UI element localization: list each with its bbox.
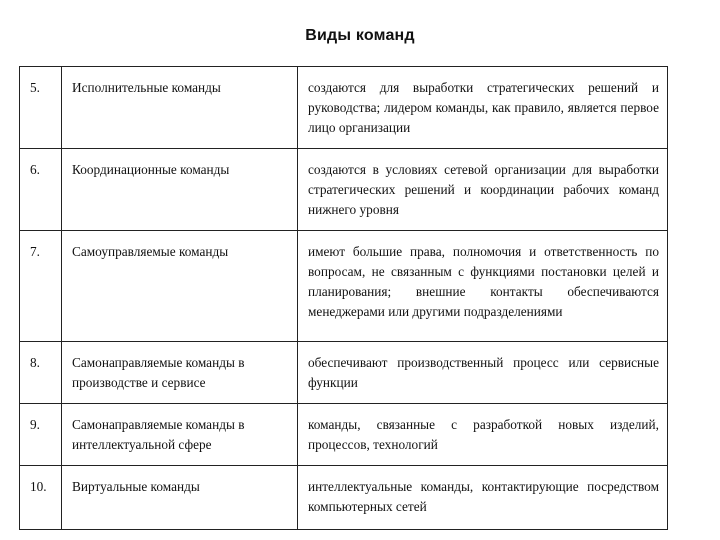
team-type-name: Самонаправляемые команды в интеллектуальной сфере [62, 404, 298, 466]
team-type-description: команды, связанные с разработкой новых изделий, процессов, технологий [298, 404, 668, 466]
table-row [20, 466, 668, 530]
team-type-name: Виртуальные команды [62, 466, 298, 530]
team-type-description: создаются для выработки стратегических решений и руководства; лидером команды, как правило, является первое лицо организации [298, 67, 668, 149]
team-type-description: интеллектуальные команды, контактирующие посредством компьютерных сетей [298, 466, 668, 530]
row-number: 7. [20, 231, 62, 342]
team-types-table [19, 66, 668, 530]
table-row [20, 404, 668, 466]
table-row [20, 67, 668, 149]
team-type-name: Координационные команды [62, 149, 298, 231]
team-type-description: создаются в условиях сетевой организации для выработки стратегических решений и координации рабочих команд нижнего уровня [298, 149, 668, 231]
row-number: 5. [20, 67, 62, 149]
table-row [20, 149, 668, 231]
row-number: 8. [20, 342, 62, 404]
row-number: 10. [20, 466, 62, 530]
row-number: 6. [20, 149, 62, 231]
team-type-name: Самонаправляемые команды в производстве и сервисе [62, 342, 298, 404]
team-type-description: обеспечивают производственный процесс или сервисные функции [298, 342, 668, 404]
team-type-name: Самоуправляемые команды [62, 231, 298, 342]
team-type-name: Исполнительные команды [62, 67, 298, 149]
table-row [20, 231, 668, 342]
row-number: 9. [20, 404, 62, 466]
table-row [20, 342, 668, 404]
page-title: Виды команд [305, 27, 415, 44]
team-type-description: имеют большие права, полномочия и ответственность по вопросам, не связанным с функциями постановки целей и планирования; внешние контакты обеспечиваются менеджерами или другими подразделениями [298, 231, 668, 342]
